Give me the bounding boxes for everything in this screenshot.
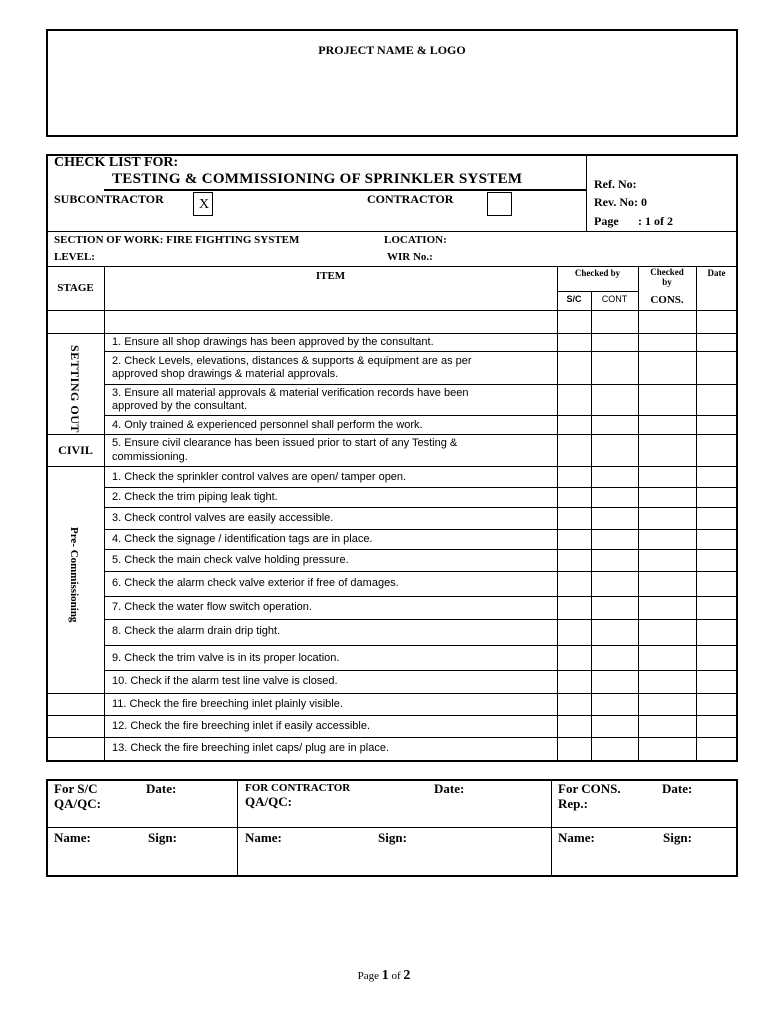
subcontractor-label: SUBCONTRACTOR [54,192,164,206]
page-footer-of: of [388,970,404,982]
contractor-checkbox[interactable] [487,192,512,216]
section-of-work: SECTION OF WORK: FIRE FIGHTING SYSTEM [54,234,300,246]
stage-pre-commissioning: Pre- Commissioning [68,527,80,623]
list-item: commissioning. [112,451,188,463]
check-list-for-label: CHECK LIST FOR: [54,155,179,170]
sc-name-label: Name: [54,830,91,845]
cont-header: CONT [601,294,628,304]
cons-header: CONS. [650,294,684,306]
list-item: 5. Check the main check valve holding pressure. [112,554,349,566]
page-footer [0,966,768,984]
list-item: 11. Check the fire breeching inlet plainly visible. [112,698,343,710]
wir-no-label: WIR No.: [387,251,433,263]
level-label: LEVEL: [54,251,95,263]
stage-header: STAGE [57,282,94,294]
sc-header: S/C [566,294,582,304]
contractor-label: CONTRACTOR [367,192,454,206]
checked-by-cons-line1: Checked [650,267,684,277]
list-item: 12. Check the fire breeching inlet if easily accessible. [112,720,371,732]
list-item: 5. Ensure civil clearance has been issued prior to start of any Testing & [112,437,458,449]
page-label: Page [594,214,619,228]
sc-qaqc-label-line1: For S/C [54,781,98,796]
list-item: 1. Check the sprinkler control valves are open/ tamper open. [112,471,407,483]
page-footer-total: 2 [403,968,411,983]
checklist-title: TESTING & COMMISSIONING OF SPRINKLER SYSTEM [112,171,523,187]
page-footer-prefix: Page [357,970,382,982]
cons-rep-label-line1: For CONS. [558,781,621,796]
list-item: approved by the consultant. [112,400,248,412]
stage-setting-out: SETTING OUT [68,345,82,433]
list-item: approved shop drawings & material approvals. [112,368,339,380]
stage-civil: CIVIL [58,443,93,457]
sc-date-label: Date: [146,781,177,796]
checked-by-cons-line2: by [662,277,672,287]
list-item: 4. Only trained & experienced personnel shall perform the work. [112,419,423,431]
list-item: 10. Check if the alarm test line valve is closed. [112,675,338,687]
sc-qaqc-label-line2: QA/QC: [54,796,101,811]
cons-sign-label: Sign: [663,830,692,845]
list-item: 2. Check Levels, elevations, distances & supports & equipment are as per [112,355,472,367]
project-name-logo: PROJECT NAME & LOGO [318,43,466,57]
subcontractor-checkbox-mark: X [199,197,210,212]
cons-rep-label-line2: Rep.: [558,796,588,811]
contractor-name-label: Name: [245,830,282,845]
cons-date-label: Date: [662,781,693,796]
list-item: 7. Check the water flow switch operation. [112,601,312,613]
cons-name-label: Name: [558,830,595,845]
location-label: LOCATION: [384,234,447,246]
item-header: ITEM [315,270,346,282]
list-item: 4. Check the signage / identification tags are in place. [112,533,373,545]
checked-by-header: Checked by [574,268,621,278]
page-value: : 1 of 2 [638,214,673,228]
list-item: 3. Check control valves are easily accessible. [112,512,334,524]
ref-no: Ref. No: [594,177,637,191]
page-footer-num: 1 [381,968,389,983]
list-item: 8. Check the alarm drain drip tight. [112,625,281,637]
list-item: 2. Check the trim piping leak tight. [112,491,278,503]
list-item: 1. Ensure all shop drawings has been approved by the consultant. [112,336,434,348]
rev-no: Rev. No: 0 [594,195,647,209]
date-header: Date [707,268,726,278]
sc-sign-label: Sign: [148,830,177,845]
list-item: 9. Check the trim valve is in its proper location. [112,652,340,664]
contractor-qaqc-label-line1: FOR CONTRACTOR [245,782,351,794]
contractor-date-label: Date: [434,781,465,796]
list-item: 13. Check the fire breeching inlet caps/ plug are in place. [112,742,389,754]
list-item: 3. Ensure all material approvals & material verification records have been [112,387,469,399]
contractor-qaqc-label-line2: QA/QC: [245,794,292,809]
list-item: 6. Check the alarm check valve exterior if free of damages. [112,577,399,589]
subcontractor-checkbox[interactable] [193,192,213,216]
contractor-sign-label: Sign: [378,830,407,845]
